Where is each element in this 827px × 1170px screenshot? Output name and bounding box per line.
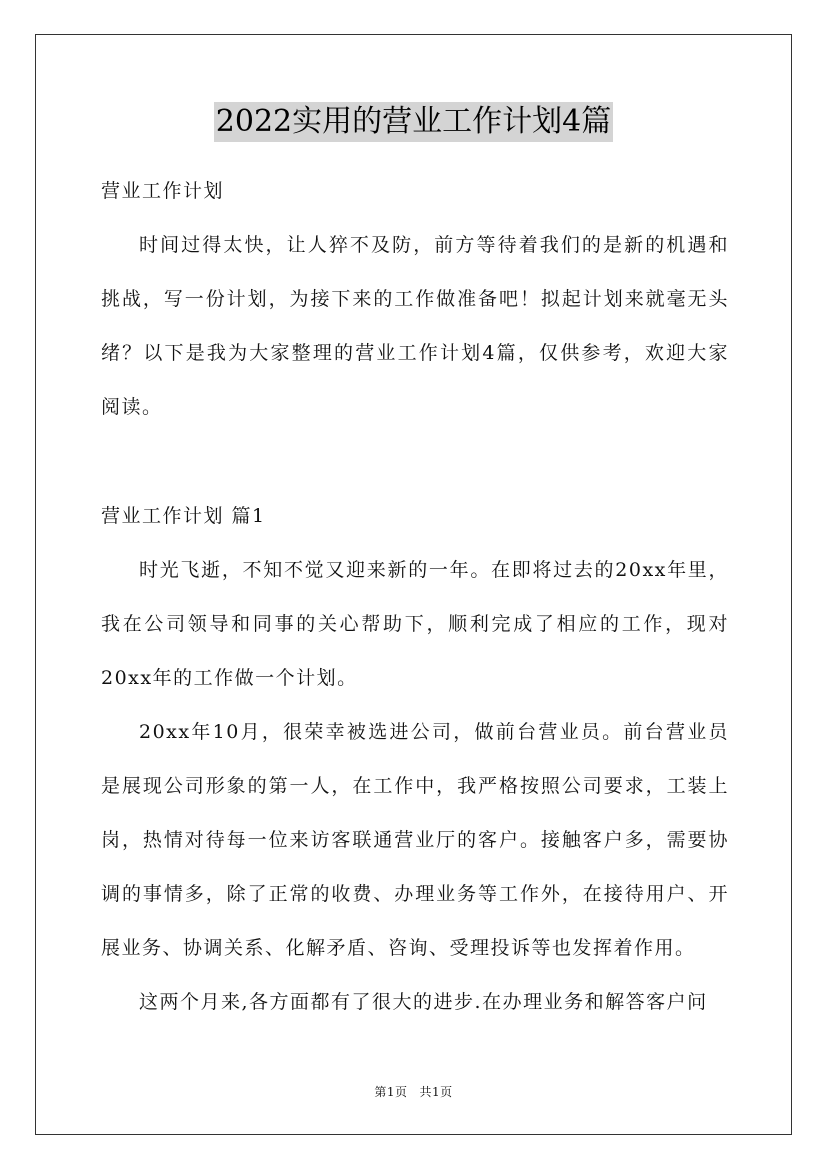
- page-number-current: 第1页: [374, 1085, 408, 1099]
- page-footer: [0, 1083, 827, 1100]
- intro-paragraph: 时间过得太快，让人猝不及防，前方等待着我们的是新的机遇和挑战，写一份计划，为接下来的工作做准备吧！拟起计划来就毫无头绪？以下是我为大家整理的营业工作计划4篇，仅供参考，欢迎大家阅读。: [101, 234, 729, 418]
- title-container: [0, 102, 827, 142]
- section1-paragraph-3: 这两个月来,各方面都有了很大的进步.在办理业务和解答客户问: [139, 991, 708, 1013]
- section1-paragraph-2: 20xx年10月，很荣幸被选进公司，做前台营业员。前台营业员是展现公司形象的第一人，在工作中，我严格按照公司要求，工装上岗，热情对待每一位来访客联通营业厅的客户。接触客户多，需要协调的事情多，除了正常的收费、办理业务等工作外，在接待用户、开展业务、协调关系、化解矛盾、咨询、受理投诉等也发挥着作用。: [101, 721, 729, 959]
- document-title: 2022实用的营业工作计划4篇: [214, 102, 613, 142]
- page-number-total: 共1页: [419, 1085, 453, 1099]
- section1-heading: 营业工作计划 篇1: [101, 505, 266, 527]
- document-body: [101, 164, 729, 1029]
- section-gap: [101, 434, 729, 489]
- intro-heading: 营业工作计划: [101, 180, 225, 202]
- section1-paragraph-1: 时光飞逝，不知不觉又迎来新的一年。在即将过去的20xx年里，我在公司领导和同事的关心帮助下，顺利完成了相应的工作，现对20xx年的工作做一个计划。: [101, 559, 729, 689]
